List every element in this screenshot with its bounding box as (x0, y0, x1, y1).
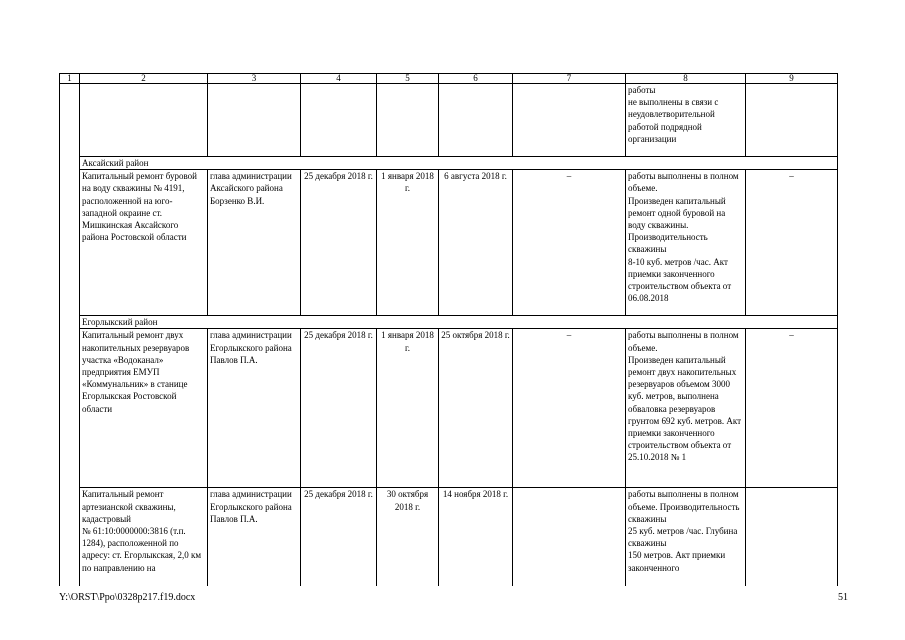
cell-date: 14 ноября 2018 г. (439, 488, 513, 586)
cell-object: Капитальный ремонт артезианской скважины, кадастровый № 61:10:0000000:3816 (т.п. 1284), расположенной по адресу: ст. Егорлыкская, 2,0 км по направлению на (80, 488, 208, 586)
cell-dash: – (746, 170, 838, 316)
cell-date: 1 января 2018 г. (377, 329, 439, 488)
cell-date: 25 декабря 2018 г. (301, 488, 377, 586)
cell (439, 84, 513, 157)
footer-file-path: Y:\ORST\Ppo\0328p217.f19.docx (59, 592, 196, 603)
cell-result: работы выполнены в полном объеме. Производительность скважины 25 куб. метров /час. Глубина скважины 150 метров. Акт приемки законченного (626, 488, 746, 586)
cell (377, 84, 439, 157)
footer-page-number: 51 (838, 592, 848, 603)
cell (513, 84, 626, 157)
document-table (59, 73, 838, 586)
col-num-6: 6 (439, 74, 513, 84)
cell-date: 30 октября 2018 г. (377, 488, 439, 586)
column-number-row (60, 74, 838, 84)
section-row (60, 157, 838, 170)
section-row (60, 316, 838, 329)
col-num-7: 7 (513, 74, 626, 84)
col-num-1: 1 (60, 74, 80, 84)
section-title: Аксайский район (80, 157, 838, 170)
col-num-3: 3 (208, 74, 301, 84)
table-row (60, 329, 838, 488)
cell-dash: – (513, 170, 626, 316)
cell-dash (513, 488, 626, 586)
cell-date: 25 октября 2018 г. (439, 329, 513, 488)
cell-dash (746, 488, 838, 586)
cell-result: работы выполнены в полном объеме. Произведен капитальный ремонт двух накопительных резервуаров объемом 3000 куб. метров, выполнена обваловка резервуаров грунтом 692 куб. метров. Акт приемки законченного строительством объекта от 25.10.2018 № 1 (626, 329, 746, 488)
cell-date: 6 августа 2018 г. (439, 170, 513, 316)
cell-responsible: глава администрации Егорлыкского района Павлов П.А. (208, 329, 301, 488)
cell-result: работы выполнены в полном объеме. Произведен капитальный ремонт одной буровой на воду скважины. Производительность скважины 8-10 куб. метров /час. Акт приемки законченного строительством объекта от 06.08.2018 (626, 170, 746, 316)
cell-dash: – (513, 329, 626, 488)
cell-result: работы не выполнены в связи с неудовлетворительной работой подрядной организации (626, 84, 746, 157)
col-num-8: 8 (626, 74, 746, 84)
cell-dash: – (746, 329, 838, 488)
table-row (60, 170, 838, 316)
table-row (60, 84, 838, 157)
cell-object: Капитальный ремонт двух накопительных резервуаров участка «Водоканал» предприятия ЕМУП «Коммунальник» в станице Егорлыкская Ростовской области (80, 329, 208, 488)
cell-date: 25 декабря 2018 г. (301, 170, 377, 316)
table-row (60, 488, 838, 586)
col1-cell (60, 84, 80, 586)
cell-responsible: глава администрации Аксайского района Борзенко В.И. (208, 170, 301, 316)
col-num-4: 4 (301, 74, 377, 84)
cell-date: 25 декабря 2018 г. (301, 329, 377, 488)
cell (746, 84, 838, 157)
col-num-2: 2 (80, 74, 208, 84)
col-num-9: 9 (746, 74, 838, 84)
cell-object: Капитальный ремонт буровой на воду скважины № 4191, расположенной на юго-западной окраине ст. Мишкинская Аксайского района Ростовской области (80, 170, 208, 316)
col-num-5: 5 (377, 74, 439, 84)
cell (208, 84, 301, 157)
cell (301, 84, 377, 157)
cell (80, 84, 208, 157)
cell-date: 1 января 2018 г. (377, 170, 439, 316)
section-title: Егорлыкский район (80, 316, 838, 329)
cell-responsible: глава администрации Егорлыкского района Павлов П.А. (208, 488, 301, 586)
